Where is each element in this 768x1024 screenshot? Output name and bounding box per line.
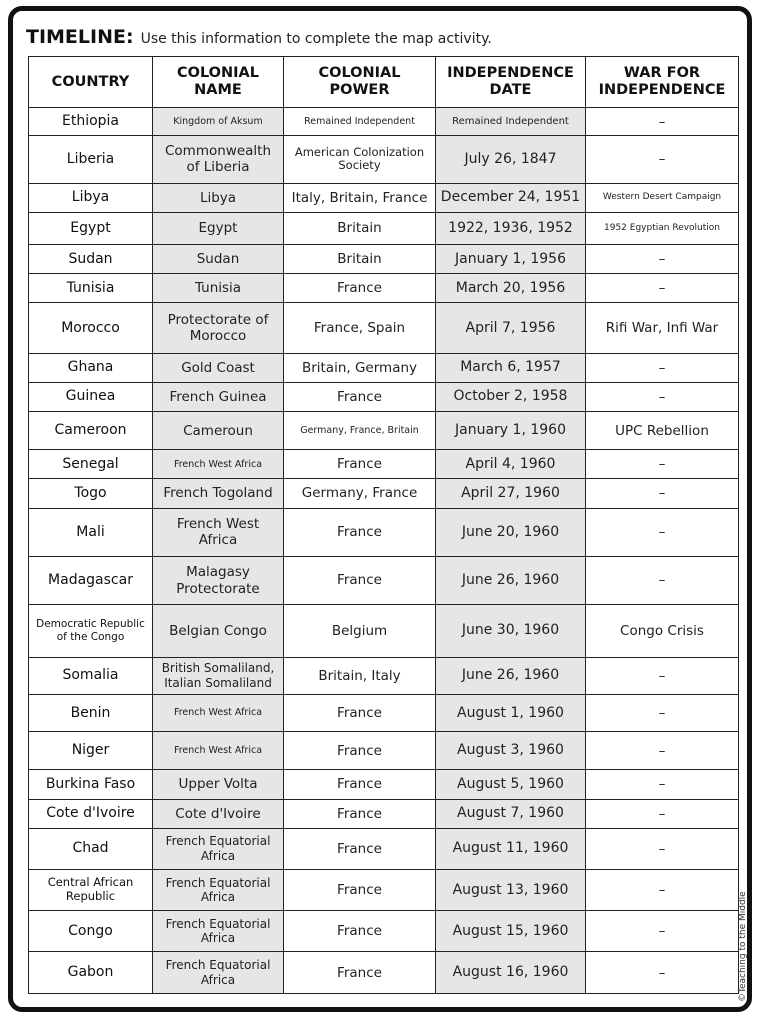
table-row (29, 605, 739, 657)
country-cell: Cameroon (29, 411, 153, 449)
colonial-name-cell: Libya (153, 183, 284, 212)
column-header-country: COUNTRY (29, 57, 153, 108)
table-row (29, 479, 739, 508)
war-cell: – (586, 799, 739, 828)
copyright-credit: ©Teaching to the Middle (738, 891, 748, 1002)
country-cell: Madagascar (29, 556, 153, 604)
timeline-instruction: Use this information to complete the map activity. (140, 31, 492, 47)
colonial-name-cell: Protectorate of Morocco (153, 303, 284, 353)
war-cell: – (586, 450, 739, 479)
colonial-power-cell: France (284, 828, 436, 869)
table-row (29, 657, 739, 694)
colonial-power-cell: France (284, 382, 436, 411)
colonial-power-cell: France (284, 732, 436, 770)
independence-date-cell: 1922, 1936, 1952 (436, 212, 586, 244)
colonial-name-cell: French West Africa (153, 732, 284, 770)
independence-date-cell: June 26, 1960 (436, 556, 586, 604)
war-cell: – (586, 274, 739, 303)
column-header-colonial-name: COLONIAL NAME (153, 57, 284, 108)
table-row (29, 952, 739, 994)
war-cell: – (586, 508, 739, 556)
colonial-name-cell: French West Africa (153, 508, 284, 556)
colonial-power-cell: Belgium (284, 605, 436, 657)
country-cell: Cote d'Ivoire (29, 799, 153, 828)
country-cell: Sudan (29, 244, 153, 273)
colonial-name-cell: Malagasy Protectorate (153, 556, 284, 604)
independence-date-cell: June 26, 1960 (436, 657, 586, 694)
table-row (29, 244, 739, 273)
country-cell: Democratic Republic of the Congo (29, 605, 153, 657)
country-cell: Liberia (29, 136, 153, 183)
war-cell: – (586, 382, 739, 411)
independence-date-cell: August 15, 1960 (436, 911, 586, 952)
war-cell: – (586, 732, 739, 770)
colonial-power-cell: France (284, 274, 436, 303)
colonial-power-cell: Britain, Germany (284, 353, 436, 382)
colonial-power-cell: Germany, France, Britain (284, 411, 436, 449)
colonial-name-cell: Gold Coast (153, 353, 284, 382)
war-cell: – (586, 108, 739, 136)
war-cell: – (586, 556, 739, 604)
country-cell: Guinea (29, 382, 153, 411)
war-cell: – (586, 657, 739, 694)
war-cell: – (586, 770, 739, 799)
colonial-power-cell: France (284, 869, 436, 910)
colonial-name-cell: Cameroun (153, 411, 284, 449)
colonial-power-cell: Italy, Britain, France (284, 183, 436, 212)
independence-date-cell: January 1, 1960 (436, 411, 586, 449)
colonial-power-cell: Germany, France (284, 479, 436, 508)
colonial-name-cell: French Equatorial Africa (153, 911, 284, 952)
table-row (29, 136, 739, 183)
table-row (29, 556, 739, 604)
colonial-name-cell: Cote d'Ivoire (153, 799, 284, 828)
table-row (29, 828, 739, 869)
table-row (29, 183, 739, 212)
country-cell: Burkina Faso (29, 770, 153, 799)
independence-date-cell: April 7, 1956 (436, 303, 586, 353)
country-cell: Benin (29, 694, 153, 731)
table-row (29, 108, 739, 136)
colonial-power-cell: Britain, Italy (284, 657, 436, 694)
country-cell: Niger (29, 732, 153, 770)
country-cell: Congo (29, 911, 153, 952)
independence-date-cell: April 4, 1960 (436, 450, 586, 479)
colonial-power-cell: France (284, 694, 436, 731)
colonial-name-cell: Upper Volta (153, 770, 284, 799)
war-cell: UPC Rebellion (586, 411, 739, 449)
independence-date-cell: Remained Independent (436, 108, 586, 136)
table-row (29, 274, 739, 303)
table-row (29, 911, 739, 952)
colonial-name-cell: French West Africa (153, 450, 284, 479)
independence-date-cell: June 30, 1960 (436, 605, 586, 657)
war-cell: – (586, 952, 739, 994)
colonial-name-cell: French West Africa (153, 694, 284, 731)
country-cell: Morocco (29, 303, 153, 353)
country-cell: Ghana (29, 353, 153, 382)
colonial-power-cell: American Colonization Society (284, 136, 436, 183)
colonial-name-cell: French Equatorial Africa (153, 828, 284, 869)
country-cell: Central African Republic (29, 869, 153, 910)
colonial-power-cell: France (284, 556, 436, 604)
colonial-power-cell: France (284, 799, 436, 828)
table-row (29, 508, 739, 556)
war-cell: – (586, 479, 739, 508)
war-cell: – (586, 694, 739, 731)
table-row (29, 869, 739, 910)
colonial-name-cell: Egypt (153, 212, 284, 244)
colonial-power-cell: France (284, 508, 436, 556)
colonial-power-cell: Britain (284, 244, 436, 273)
independence-date-cell: August 7, 1960 (436, 799, 586, 828)
war-cell: Rifi War, Infi War (586, 303, 739, 353)
independence-date-cell: August 13, 1960 (436, 869, 586, 910)
country-cell: Togo (29, 479, 153, 508)
independence-date-cell: October 2, 1958 (436, 382, 586, 411)
colonial-name-cell: British Somaliland, Italian Somaliland (153, 657, 284, 694)
colonial-power-cell: France, Spain (284, 303, 436, 353)
independence-date-cell: August 16, 1960 (436, 952, 586, 994)
independence-date-cell: August 5, 1960 (436, 770, 586, 799)
independence-date-cell: December 24, 1951 (436, 183, 586, 212)
country-cell: Egypt (29, 212, 153, 244)
independence-date-cell: August 3, 1960 (436, 732, 586, 770)
country-cell: Ethiopia (29, 108, 153, 136)
colonial-power-cell: France (284, 770, 436, 799)
independence-date-cell: August 11, 1960 (436, 828, 586, 869)
table-row (29, 353, 739, 382)
independence-date-cell: March 6, 1957 (436, 353, 586, 382)
table-row (29, 732, 739, 770)
country-cell: Libya (29, 183, 153, 212)
table-row (29, 694, 739, 731)
independence-date-cell: June 20, 1960 (436, 508, 586, 556)
column-header-war-for-independence: WAR FOR INDEPENDENCE (586, 57, 739, 108)
colonial-power-cell: France (284, 911, 436, 952)
colonial-name-cell: Commonwealth of Liberia (153, 136, 284, 183)
war-cell: Congo Crisis (586, 605, 739, 657)
table-row (29, 212, 739, 244)
war-cell: – (586, 244, 739, 273)
colonial-name-cell: French Equatorial Africa (153, 869, 284, 910)
war-cell: – (586, 136, 739, 183)
independence-date-cell: January 1, 1956 (436, 244, 586, 273)
war-cell: – (586, 911, 739, 952)
column-header-colonial-power: COLONIAL POWER (284, 57, 436, 108)
table-row (29, 411, 739, 449)
timeline-label: TIMELINE: (26, 26, 134, 48)
table-row (29, 382, 739, 411)
country-cell: Senegal (29, 450, 153, 479)
war-cell: – (586, 353, 739, 382)
colonial-name-cell: French Equatorial Africa (153, 952, 284, 994)
colonial-name-cell: Tunisia (153, 274, 284, 303)
colonial-name-cell: Kingdom of Aksum (153, 108, 284, 136)
column-header-independence-date: INDEPENDENCE DATE (436, 57, 586, 108)
war-cell: 1952 Egyptian Revolution (586, 212, 739, 244)
table-row (29, 770, 739, 799)
colonial-name-cell: Sudan (153, 244, 284, 273)
war-cell: – (586, 828, 739, 869)
colonial-power-cell: Remained Independent (284, 108, 436, 136)
table-row (29, 450, 739, 479)
country-cell: Mali (29, 508, 153, 556)
colonial-name-cell: Belgian Congo (153, 605, 284, 657)
independence-date-cell: April 27, 1960 (436, 479, 586, 508)
timeline-header (26, 26, 746, 54)
war-cell: Western Desert Campaign (586, 183, 739, 212)
colonial-power-cell: Britain (284, 212, 436, 244)
country-cell: Chad (29, 828, 153, 869)
war-cell: – (586, 869, 739, 910)
independence-date-cell: March 20, 1956 (436, 274, 586, 303)
colonial-name-cell: French Togoland (153, 479, 284, 508)
country-cell: Tunisia (29, 274, 153, 303)
colonial-power-cell: France (284, 952, 436, 994)
colonial-name-cell: French Guinea (153, 382, 284, 411)
table-row (29, 799, 739, 828)
timeline-table (28, 56, 739, 994)
header-row (29, 57, 739, 108)
country-cell: Somalia (29, 657, 153, 694)
independence-date-cell: August 1, 1960 (436, 694, 586, 731)
independence-date-cell: July 26, 1847 (436, 136, 586, 183)
country-cell: Gabon (29, 952, 153, 994)
colonial-power-cell: France (284, 450, 436, 479)
table-row (29, 303, 739, 353)
